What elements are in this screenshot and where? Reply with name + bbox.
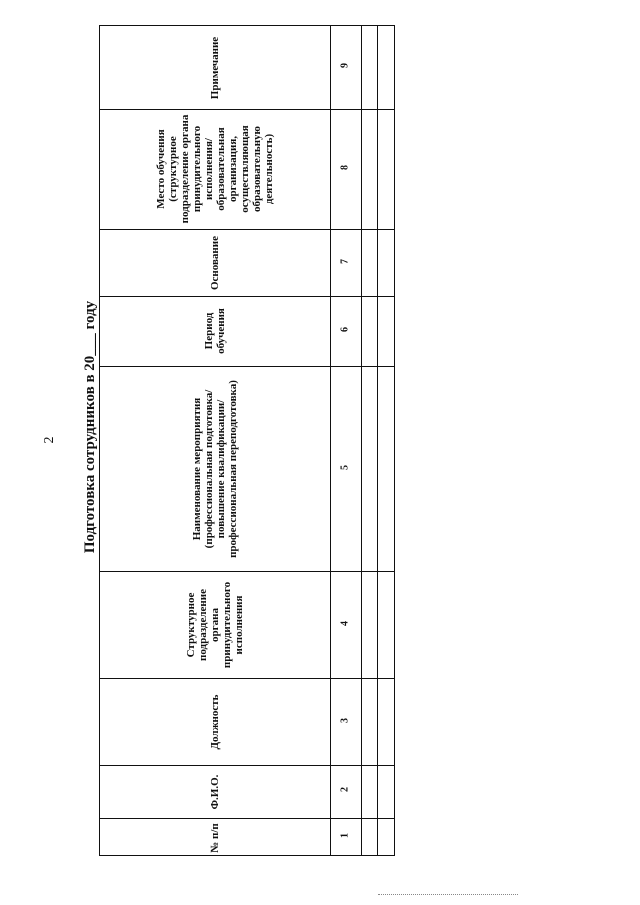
header-cell-basis <box>100 229 330 296</box>
header-cell-position <box>100 678 330 765</box>
header-note: Примечание <box>209 36 221 99</box>
header-row-divider <box>330 26 331 855</box>
header-basis: Основание <box>209 235 221 290</box>
data-row-divider <box>377 26 378 855</box>
training-table <box>99 25 395 856</box>
header-position: Должность <box>209 694 221 750</box>
header-cell-note <box>100 26 330 109</box>
header-cell-event-name <box>100 366 330 571</box>
header-full-name: Ф.И.О. <box>209 774 221 809</box>
header-row-number: № п/п <box>209 822 221 853</box>
header-cell-subdivision <box>100 571 330 678</box>
header-cell-training-place <box>100 109 330 229</box>
header-event-name: Наименование мероприятия (профессиональная подготовка/повышение квалификации/профессиональная переподготовка) <box>191 379 239 558</box>
header-period: Период обучения <box>203 308 227 354</box>
column-number-2: 2 <box>339 787 351 792</box>
scan-artifact-line <box>378 894 518 895</box>
header-cell-period <box>100 296 330 366</box>
column-number-4: 4 <box>339 621 351 626</box>
number-row-divider <box>361 26 362 855</box>
page-number: 2 <box>42 436 57 444</box>
column-number-3: 3 <box>339 718 351 723</box>
column-number-9: 9 <box>339 63 351 68</box>
table-title: Подготовка сотрудников в 20___ году <box>82 300 98 554</box>
column-number-5: 5 <box>339 465 351 470</box>
column-number-6: 6 <box>339 327 351 332</box>
header-cell-row-number <box>100 818 330 857</box>
column-number-7: 7 <box>339 259 351 264</box>
column-number-1: 1 <box>339 833 351 838</box>
column-number-8: 8 <box>339 165 351 170</box>
header-training-place: Место обучения (структурное подразделение органа принудительного исполнения/ образовательная организация, осуществляющая образовательную деятельность) <box>155 114 275 224</box>
header-cell-full-name <box>100 765 330 818</box>
header-subdivision: Структурное подразделение органа принудительного исполнения <box>185 581 245 668</box>
